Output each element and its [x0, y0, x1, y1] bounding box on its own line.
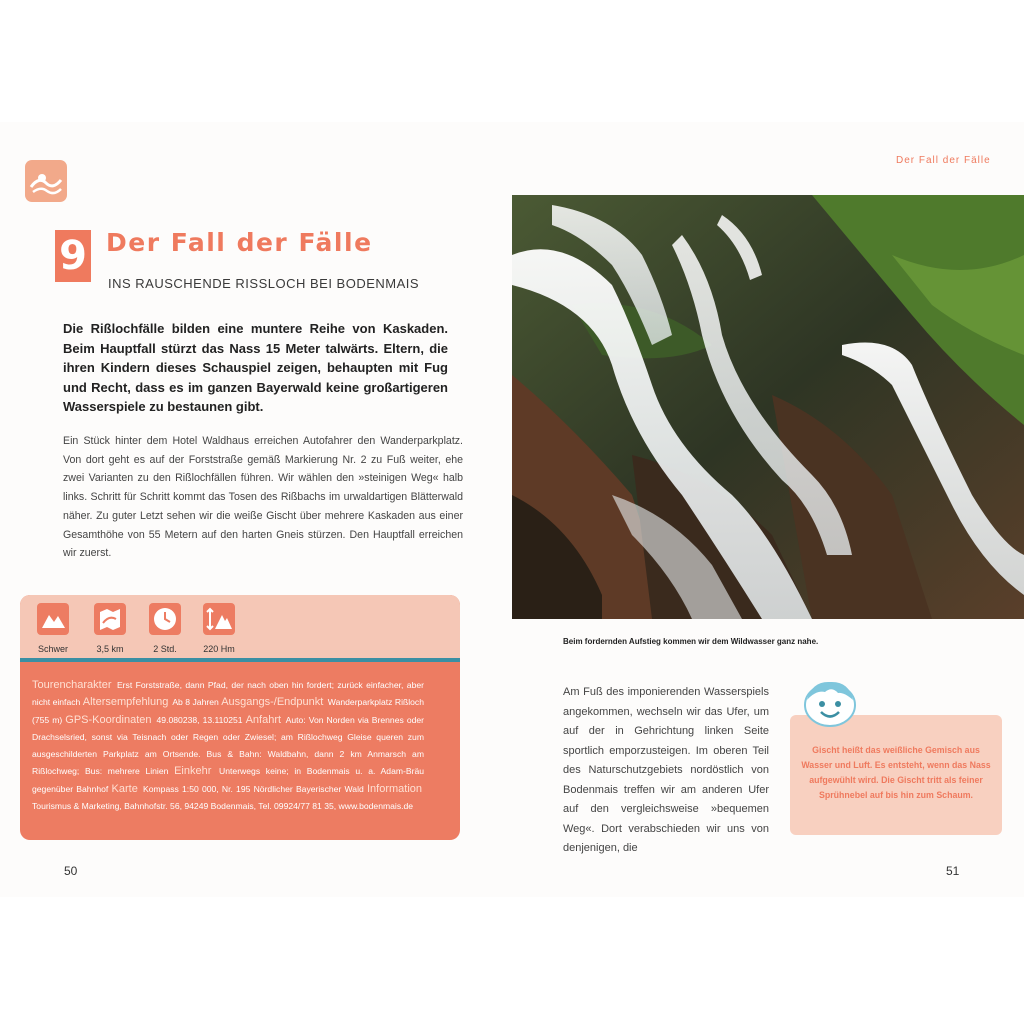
distance-caption: 3,5 km	[96, 644, 124, 654]
info-label: Information	[366, 782, 423, 795]
waterfall-photo	[512, 195, 1024, 619]
kid-face-icon	[802, 678, 858, 728]
body-text-left: Ein Stück hinter dem Hotel Waldhaus erreichen Autofahrer den Wanderparkplatz. Von dort geht es auf der Forststraße gemäß Markierung Nr. 2 zu Fuß weiter, ehe zwei Varianten zu den Rißlochfällen führen. Wir wählen den »steinigen Weg« halb links. Schritt für Schritt kommt das Tosen des Rißbachs im urwaldartigen Blätterwald näher. Zu guter Letzt sehen wir die weiße Gischt über mehrere Kaskaden aus einer Gesamthöhe von 55 Metern auf den harten Gneis stürzen. Den Hauptfall erreichen wir zuerst.	[63, 435, 463, 560]
map-distance-icon	[94, 603, 126, 635]
elevation-caption: 220 Hm	[203, 644, 235, 654]
difficulty-item	[28, 603, 78, 654]
page-number-right: 51	[946, 864, 960, 878]
clock-icon	[149, 603, 181, 635]
info-label: Einkehr	[174, 765, 212, 778]
tour-number: 9	[55, 230, 91, 282]
tour-info-box	[20, 595, 460, 840]
tip-text: Gischt heißt das weißliche Gemisch aus Wasser und Luft. Es entsteht, wenn das Nass aufgewühlt wird. Die Gischt tritt als feiner Sprühnebel auf bis hin zum Schaum.	[801, 745, 991, 800]
info-details	[32, 677, 424, 815]
elevation-icon	[203, 603, 235, 635]
tour-title: Der Fall der Fälle	[106, 228, 373, 257]
info-label: Ausgangs-/Endpunkt	[221, 696, 324, 709]
info-value: Auto: Von Norden via Brennes oder Drachselsried, sonst via Teisnach oder Regen oder Zwiesel; am Rißlochweg Gleise queren zum ausgeschilderten Parkplatz am Ortsende. Bus & Bahn: Waldbahn, dann 2 km Anmarsch am Rißlochweg; Bus: mehrere Linien	[32, 714, 425, 777]
running-head: Der Fall der Fälle	[896, 155, 991, 166]
distance-item	[85, 603, 135, 654]
photo-caption: Beim fordernden Aufstieg kommen wir dem Wildwasser ganz nahe.	[563, 637, 819, 646]
info-value: 49.080238, 13.110251	[156, 714, 243, 725]
info-value: Erst Forststraße, dann Pfad, der nach oben hin fordert; zurück einfacher, aber nicht einfach	[32, 680, 425, 708]
elevation-item	[194, 603, 244, 654]
duration-caption: 2 Std.	[153, 644, 177, 654]
body-text-right: Am Fuß des imponierenden Wasserspiels angekommen, wechseln wir das Ufer, um auf der in Gehrichtung linken Seite sportlich emporzusteigen. Im oberen Teil des Naturschutzgebiets nordöstlich von Bodenmais treffen wir am anderen Ufer auf den vergleichsweise »bequemen Weg«. Dort verabschieden wir uns von denjenigen, die	[563, 686, 769, 854]
category-emblem-icon	[25, 160, 67, 202]
info-value: Wanderparkplatz Rißloch (755 m)	[32, 697, 424, 725]
info-value: Kompass 1:50 000, Nr. 195 Nördlicher Bayerischer Wald	[143, 783, 364, 794]
info-value: Unterwegs keine; in Bodenmais u. a. Adam-Bräu gegenüber Bahnhof	[32, 766, 425, 794]
difficulty-caption: Schwer	[37, 644, 68, 654]
info-label: Altersempfehlung	[82, 696, 169, 709]
info-label: GPS-Koordinaten	[65, 713, 152, 726]
duration-item	[140, 603, 190, 654]
page-number-left: 50	[64, 864, 78, 878]
info-value: Tourismus & Marketing, Bahnhofstr. 56, 94249 Bodenmais, Tel. 09924/77 81 35, www.bodenmais.de	[32, 801, 414, 812]
info-label: Karte	[111, 782, 138, 795]
info-divider	[20, 658, 460, 662]
info-label: Anfahrt	[245, 713, 282, 726]
info-label: Tourencharakter	[32, 679, 112, 691]
mountain-difficulty-icon	[37, 603, 69, 635]
info-value: Ab 8 Jahren	[172, 697, 219, 708]
tour-subtitle: INS RAUSCHENDE RISSLOCH BEI BODENMAIS	[108, 276, 420, 291]
lead-paragraph: Die Rißlochfälle bilden eine muntere Reihe von Kaskaden. Beim Hauptfall stürzt das Nass 15 Meter talwärts. Eltern, die ihren Kindern dieses Schauspiel zeigen, behaupten mit Fug und Recht, dass es im ganzen Bayerwald keine großartigeren Wasserspiele zu bestaunen gibt.	[63, 321, 448, 414]
